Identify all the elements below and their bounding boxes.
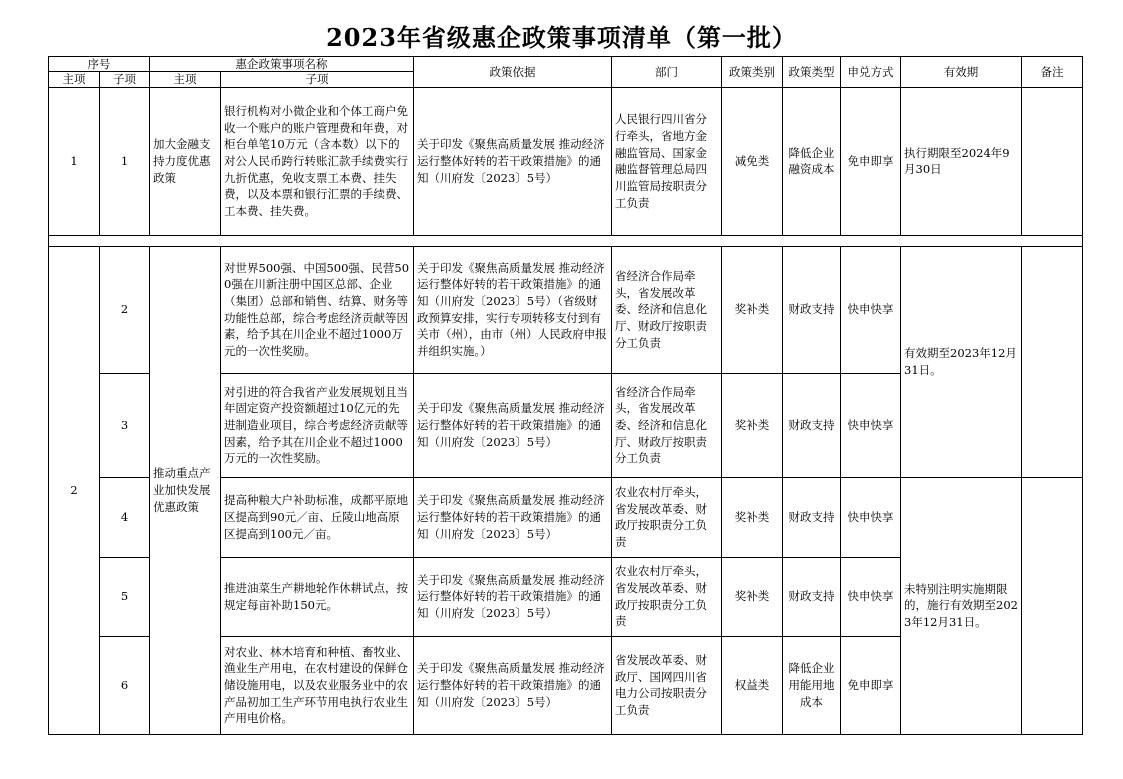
dept-cell: 农业农村厅牵头，省发展改革委、财政厅按职责分工负责 <box>612 557 722 636</box>
basis-cell: 关于印发《聚焦高质量发展 推动经济运行整体好转的若干政策措施》的通知（川府发〔2023〕5号） <box>414 477 612 557</box>
type-cell: 降低企业融资成本 <box>783 87 841 235</box>
method-cell: 快申快享 <box>841 557 901 636</box>
basis-cell: 关于印发《聚焦高质量发展 推动经济运行整体好转的若干政策措施》的通知（川府发〔2023〕5号） <box>414 87 612 235</box>
content-cell: 银行机构对小微企业和个体工商户免收一个账户的账户管理费和年费，对柜台单笔10万元（含本数）以下的对公人民币跨行转账汇款手续费实行九折优惠，免收支票工本费、挂失费，以及本票和银行汇票的手续费、工本费、挂失费。 <box>221 87 414 235</box>
dept-cell: 省发展改革委、财政厅、国网四川省电力公司按职责分工负责 <box>612 636 722 734</box>
table-row <box>49 246 1083 373</box>
header-remark: 备注 <box>1022 57 1083 88</box>
type-cell: 财政支持 <box>783 246 841 373</box>
sub-no-cell: 3 <box>100 373 150 477</box>
content-cell: 对引进的符合我省产业发展规划且当年固定资产投资额超过10亿元的先进制造业项目，综合考虑经济贡献等因素，给予其在川企业不超过1000万元的一次性奖励。 <box>221 373 414 477</box>
method-cell: 快申快享 <box>841 477 901 557</box>
category-cell: 减免类 <box>722 87 783 235</box>
basis-cell: 关于印发《聚焦高质量发展 推动经济运行整体好转的若干政策措施》的通知（川府发〔2023〕5号） <box>414 636 612 734</box>
basis-cell: 关于印发《聚焦高质量发展 推动经济运行整体好转的若干政策措施》的通知（川府发〔2023〕5号） <box>414 557 612 636</box>
main-no-cell: 1 <box>49 87 100 235</box>
basis-cell: 关于印发《聚焦高质量发展 推动经济运行整体好转的若干政策措施》的通知（川府发〔2023〕5号）（省级财政预算安排，实行专项转移支付到有关市（州），由市（州）人民政府申报并组织实施。） <box>414 246 612 373</box>
sub-no-cell: 1 <box>100 87 150 235</box>
category-cell: 奖补类 <box>722 373 783 477</box>
remark-cell <box>1022 246 1083 477</box>
header-seq: 序号 <box>49 57 150 72</box>
header-category: 政策类别 <box>722 57 783 88</box>
category-cell: 权益类 <box>722 636 783 734</box>
content-cell: 对农业、林木培育和种植、畜牧业、渔业生产用电，在农村建设的保鲜仓储设施用电，以及农业服务业中的农产品初加工生产环节用电执行农业生产用电价格。 <box>221 636 414 734</box>
header-seq-main: 主项 <box>49 72 100 87</box>
content-cell: 提高种粮大户补助标准，成都平原地区提高到90元／亩、丘陵山地高原区提高到100元／亩。 <box>221 477 414 557</box>
table-row <box>49 87 1083 235</box>
content-cell: 推进油菜生产耕地轮作休耕试点，按规定每亩补助150元。 <box>221 557 414 636</box>
method-cell: 免申即享 <box>841 636 901 734</box>
method-cell: 快申快享 <box>841 246 901 373</box>
header-type: 政策类型 <box>783 57 841 88</box>
dept-cell: 省经济合作局牵头，省发展改革委、经济和信息化厅、财政厅按职责分工负责 <box>612 246 722 373</box>
header-method: 申兑方式 <box>841 57 901 88</box>
main-name-cell: 加大金融支持力度优惠政策 <box>150 87 221 235</box>
validity-cell: 未特别注明实施期限的，施行有效期至2023年12月31日。 <box>901 477 1022 734</box>
basis-cell: 关于印发《聚焦高质量发展 推动经济运行整体好转的若干政策措施》的通知（川府发〔2023〕5号） <box>414 373 612 477</box>
validity-cell: 执行期限至2024年9月30日 <box>901 87 1022 235</box>
sub-no-cell: 2 <box>100 246 150 373</box>
sub-no-cell: 4 <box>100 477 150 557</box>
main-name-cell: 推动重点产业加快发展优惠政策 <box>150 246 221 734</box>
policy-table <box>48 56 1083 735</box>
category-cell: 奖补类 <box>722 246 783 373</box>
validity-cell: 有效期至2023年12月31日。 <box>901 246 1022 477</box>
method-cell: 免申即享 <box>841 87 901 235</box>
category-cell: 奖补类 <box>722 477 783 557</box>
content-cell: 对世界500强、中国500强、民营500强在川新注册中国区总部、企业（集团）总部和销售、结算、财务等功能性总部，综合考虑经济贡献等因素，给予其在川企业不超过1000万元的一次性奖励。 <box>221 246 414 373</box>
header-name-sub: 子项 <box>221 72 414 87</box>
header-validity: 有效期 <box>901 57 1022 88</box>
page-title: 2023年省级惠企政策事项清单（第一批） <box>326 23 797 52</box>
header-name-main: 主项 <box>150 72 221 87</box>
row-separator <box>49 235 1083 246</box>
category-cell: 奖补类 <box>722 557 783 636</box>
type-cell: 降低企业用能用地成本 <box>783 636 841 734</box>
main-no-cell: 2 <box>49 246 100 734</box>
header-row-1 <box>49 57 1083 72</box>
remark-cell <box>1022 477 1083 734</box>
sub-no-cell: 5 <box>100 557 150 636</box>
type-cell: 财政支持 <box>783 477 841 557</box>
remark-cell <box>1022 87 1083 235</box>
dept-cell: 省经济合作局牵头，省发展改革委、经济和信息化厅、财政厅按职责分工负责 <box>612 373 722 477</box>
header-seq-sub: 子项 <box>100 72 150 87</box>
header-dept: 部门 <box>612 57 722 88</box>
dept-cell: 农业农村厅牵头，省发展改革委、财政厅按职责分工负责 <box>612 477 722 557</box>
header-basis: 政策依据 <box>414 57 612 88</box>
type-cell: 财政支持 <box>783 557 841 636</box>
dept-cell: 人民银行四川省分行牵头，省地方金融监管局、国家金融监督管理总局四川监管局按职责分工负责 <box>612 87 722 235</box>
sub-no-cell: 6 <box>100 636 150 734</box>
header-item-name: 惠企政策事项名称 <box>150 57 414 72</box>
method-cell: 快申快享 <box>841 373 901 477</box>
type-cell: 财政支持 <box>783 373 841 477</box>
